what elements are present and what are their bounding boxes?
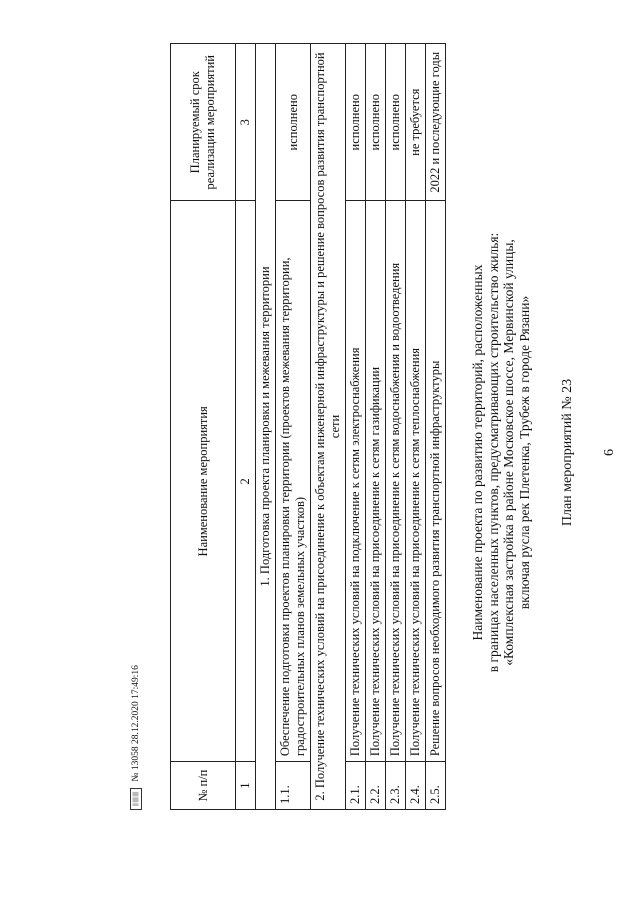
row-name: Обеспечение подготовки проектов планировки территории (проектов межевания территории, градостроительных планов земельных участков) bbox=[276, 201, 311, 762]
row-term: исполнено bbox=[366, 44, 386, 201]
row-term: исполнено bbox=[346, 44, 366, 201]
project-header-line: «Комплексная застройка в районе Московское шоссе, Мервинской улицы, bbox=[501, 239, 516, 666]
table-row bbox=[366, 44, 386, 810]
row-name: Получение технических условий на присоединение к сетям газификации bbox=[366, 201, 386, 762]
row-number: 2.2. bbox=[366, 762, 386, 810]
row-number: 2.4. bbox=[406, 762, 426, 810]
row-term: исполнено bbox=[276, 44, 311, 201]
document-title: План мероприятий № 23 bbox=[560, 378, 575, 527]
row-name: Получение технических условий на присоединение к сетям теплоснабжения bbox=[406, 201, 426, 762]
project-header-line: включая русла рек Плетенка, Трубеж в городе Рязани» bbox=[516, 295, 532, 610]
table-row bbox=[346, 44, 366, 810]
header-number: № п/п bbox=[171, 762, 236, 810]
table-row bbox=[426, 44, 446, 810]
header-term: Планируемый срок реализации мероприятий bbox=[171, 44, 236, 201]
registration-stamp bbox=[130, 665, 142, 810]
row-term: не требуется bbox=[406, 44, 426, 201]
section-title: 2. Получение технических условий на присоединение к объектам инженерной инфраструктуры и решение вопросов развития транспортной сети bbox=[311, 44, 346, 810]
row-term: 2022 и последующие годы bbox=[426, 44, 446, 201]
project-header bbox=[470, 150, 532, 755]
row-number: 1.1. bbox=[276, 762, 311, 810]
row-number: 2.3. bbox=[386, 762, 406, 810]
table-header-row bbox=[171, 44, 236, 810]
table-index-row bbox=[236, 44, 256, 810]
project-header-line: в границах населенных пунктов, предусматривающих строительство жилья: bbox=[485, 232, 501, 673]
header-name: Наименование мероприятия bbox=[171, 201, 236, 762]
page-number: 6 bbox=[602, 449, 617, 456]
table-row bbox=[276, 44, 311, 810]
index-cell: 3 bbox=[236, 44, 256, 201]
stamp-text: № 13058 28.12.2020 17:49:16 bbox=[131, 665, 141, 782]
table-row bbox=[406, 44, 426, 810]
index-cell: 1 bbox=[236, 762, 256, 810]
section-row bbox=[256, 44, 276, 810]
row-name: Получение технических условий на подключение к сетям электроснабжения bbox=[346, 201, 366, 762]
project-header-line: Наименование проекта по развитию территорий, расположенных bbox=[470, 264, 485, 641]
barcode-icon: |||||||||||| bbox=[130, 788, 142, 810]
row-name: Решение вопросов необходимого развития транспортной инфраструктуры bbox=[426, 201, 446, 762]
row-name: Получение технических условий на присоединение к сетям водоснабжения и водоотведения bbox=[386, 201, 406, 762]
measures-table bbox=[170, 43, 446, 810]
index-cell: 2 bbox=[236, 201, 256, 762]
section-row bbox=[311, 44, 346, 810]
table-row bbox=[386, 44, 406, 810]
row-number: 2.1. bbox=[346, 762, 366, 810]
row-number: 2.5. bbox=[426, 762, 446, 810]
section-title: 1. Подготовка проекта планировки и межевания территории bbox=[256, 44, 276, 810]
row-term: исполнено bbox=[386, 44, 406, 201]
